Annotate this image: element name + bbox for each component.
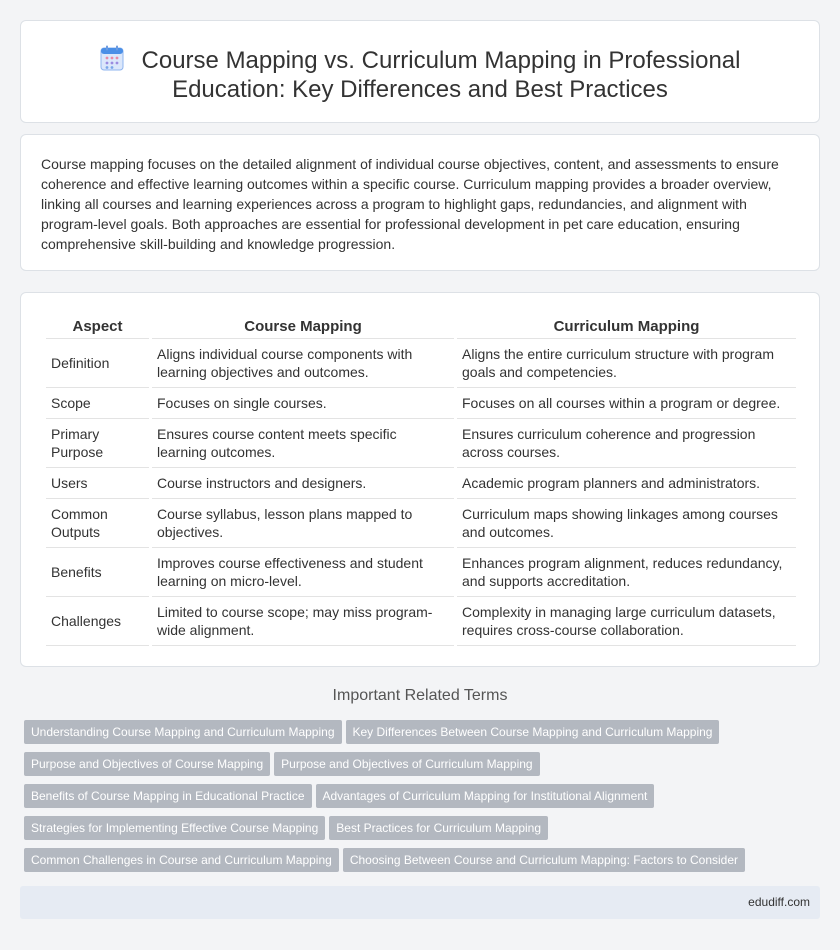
comparison-table: [43, 313, 799, 646]
cell-aspect: Users: [46, 468, 149, 499]
cell-curriculum: Aligns the entire curriculum structure with program goals and competencies.: [457, 339, 796, 388]
table-row: [46, 597, 796, 646]
related-term-link[interactable]: Understanding Course Mapping and Curriculum Mapping: [24, 720, 342, 744]
related-term-link[interactable]: Purpose and Objectives of Curriculum Mapping: [274, 752, 539, 776]
table-row: [46, 339, 796, 388]
cell-course: Ensures course content meets specific learning outcomes.: [152, 419, 454, 468]
header-course-mapping: Course Mapping: [152, 313, 454, 339]
footer-bar: [20, 886, 820, 919]
cell-aspect: Definition: [46, 339, 149, 388]
title-line-1: Course Mapping vs. Curriculum Mapping in Professional: [141, 47, 741, 74]
footer-site-link[interactable]: edudiff.com: [748, 895, 810, 909]
intro-paragraph: Course mapping focuses on the detailed alignment of individual course objectives, content, and assessments to ensure coherence and effective learning outcomes within a specific course. Curriculum mapping provides a broader overview, linking all courses and learning experiences across a program to highlight gaps, redundancies, and alignment with program-level goals. Both approaches are essential for professional development in pet care education, ensuring comprehensive skill-building and knowledge progression.: [41, 156, 779, 252]
cell-course: Limited to course scope; may miss program-wide alignment.: [152, 597, 454, 646]
title-line-2: Education: Key Differences and Best Practices: [172, 76, 668, 103]
cell-curriculum: Curriculum maps showing linkages among courses and outcomes.: [457, 499, 796, 548]
cell-aspect: Challenges: [46, 597, 149, 646]
cell-course: Course instructors and designers.: [152, 468, 454, 499]
table-row: [46, 388, 796, 419]
cell-course: Focuses on single courses.: [152, 388, 454, 419]
page-title: [21, 45, 819, 104]
cell-aspect: Benefits: [46, 548, 149, 597]
cell-course: Aligns individual course components with learning objectives and outcomes.: [152, 339, 454, 388]
comparison-card: [20, 292, 820, 667]
cell-course: Improves course effectiveness and student learning on micro-level.: [152, 548, 454, 597]
table-row: [46, 499, 796, 548]
cell-aspect: Scope: [46, 388, 149, 419]
cell-aspect: Primary Purpose: [46, 419, 149, 468]
cell-curriculum: Ensures curriculum coherence and progression across courses.: [457, 419, 796, 468]
related-term-link[interactable]: Best Practices for Curriculum Mapping: [329, 816, 548, 840]
related-terms-title: Important Related Terms: [332, 687, 508, 704]
related-term-link[interactable]: Key Differences Between Course Mapping and Curriculum Mapping: [346, 720, 720, 744]
header-aspect: Aspect: [46, 313, 149, 339]
related-term-link[interactable]: Purpose and Objectives of Course Mapping: [24, 752, 270, 776]
related-term-link[interactable]: Strategies for Implementing Effective Course Mapping: [24, 816, 325, 840]
cell-curriculum: Academic program planners and administrators.: [457, 468, 796, 499]
related-term-link[interactable]: Choosing Between Course and Curriculum Mapping: Factors to Consider: [343, 848, 745, 872]
related-term-link[interactable]: Benefits of Course Mapping in Educational Practice: [24, 784, 312, 808]
table-row: [46, 548, 796, 597]
header-card: [20, 20, 820, 123]
intro-card: [20, 134, 820, 271]
related-terms-list: [24, 720, 804, 880]
table-header-row: [46, 313, 796, 339]
cell-aspect: Common Outputs: [46, 499, 149, 548]
table-row: [46, 419, 796, 468]
related-term-link[interactable]: Advantages of Curriculum Mapping for Institutional Alignment: [316, 784, 655, 808]
cell-curriculum: Enhances program alignment, reduces redundancy, and supports accreditation.: [457, 548, 796, 597]
cell-curriculum: Focuses on all courses within a program or degree.: [457, 388, 796, 419]
calendar-icon: [100, 45, 124, 71]
cell-curriculum: Complexity in managing large curriculum datasets, requires cross-course collaboration.: [457, 597, 796, 646]
header-curriculum-mapping: Curriculum Mapping: [457, 313, 796, 339]
table-row: [46, 468, 796, 499]
related-term-link[interactable]: Common Challenges in Course and Curriculum Mapping: [24, 848, 339, 872]
cell-course: Course syllabus, lesson plans mapped to objectives.: [152, 499, 454, 548]
